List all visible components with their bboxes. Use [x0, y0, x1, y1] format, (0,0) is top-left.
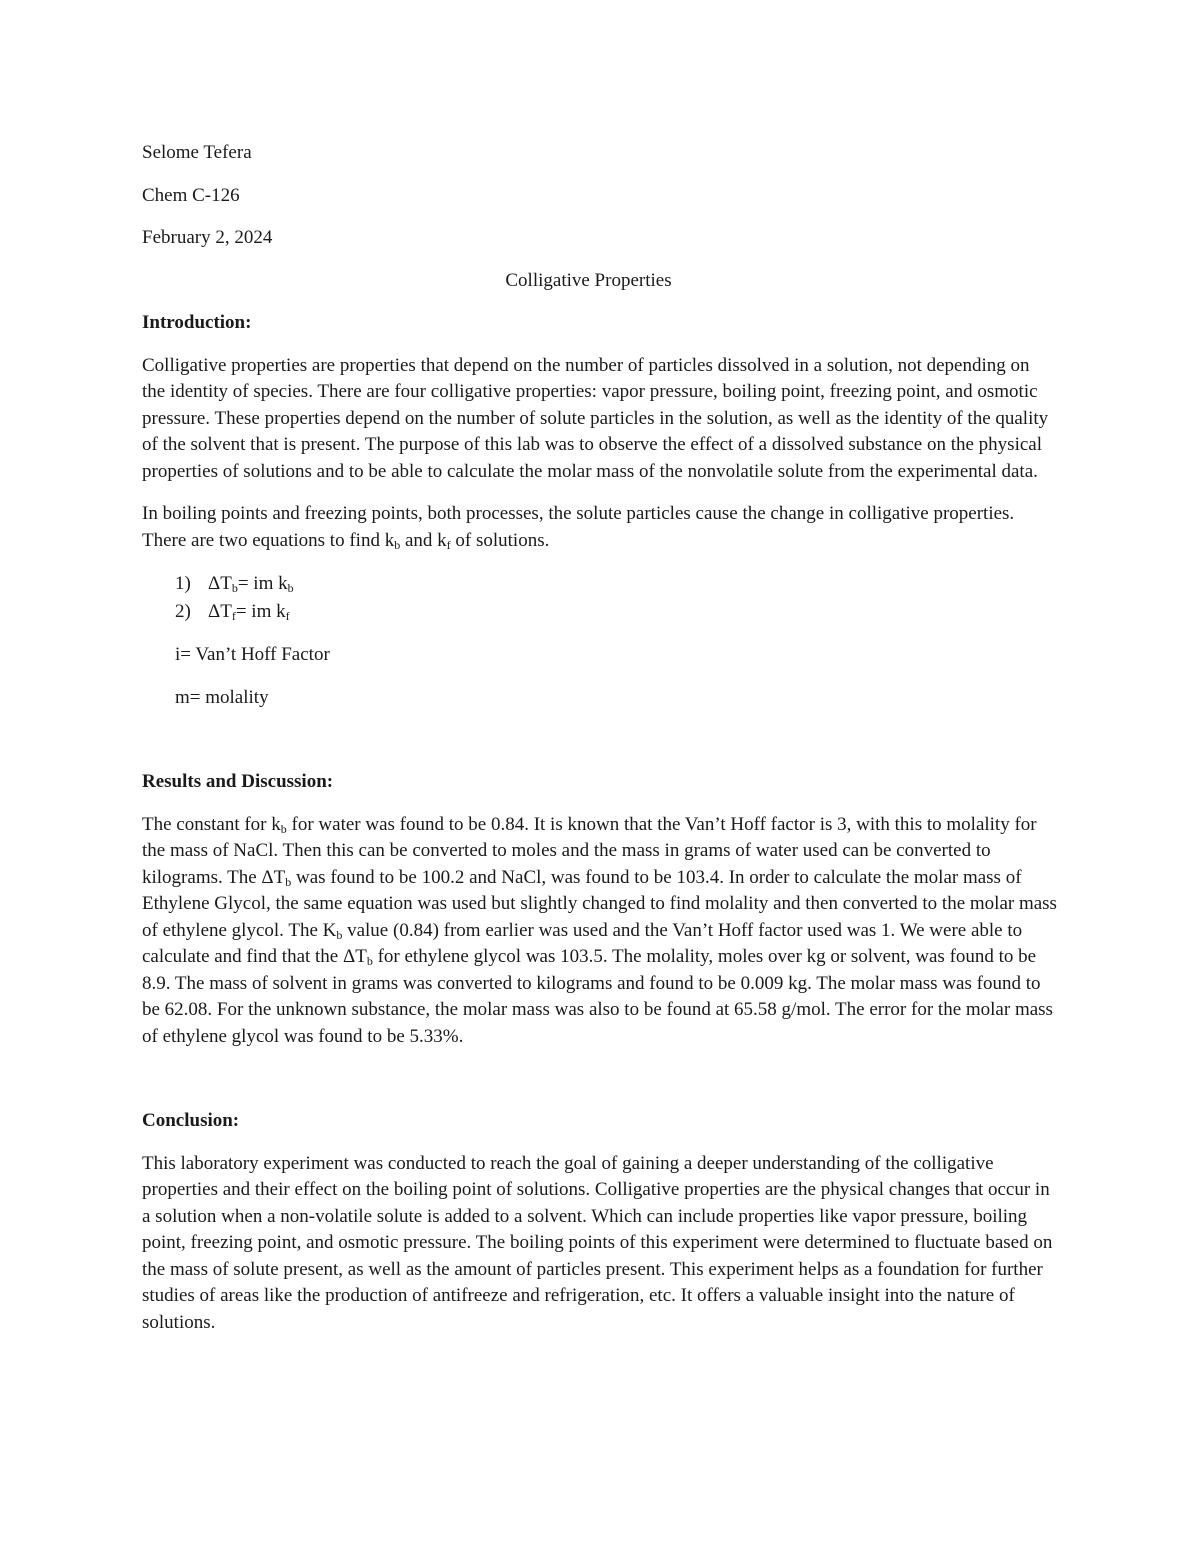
spacer: [142, 727, 1057, 769]
intro-p2-text-2: and k: [400, 529, 447, 551]
results-text-5: for ethylene glycol was 103.5. The molality, moles over kg or solvent, was found to be 8.9. The mass of solvent in grams was converted to kilograms and found to be 0.009 kg. The molar mass was found to be 62.08. For the unknown substance, the molar mass was also to be found at 65.58 g/mol. The error for the molar mass of ethylene glycol was found to be 5.33%.: [142, 946, 1053, 1047]
results-sub-3: b: [336, 927, 343, 942]
introduction-heading: Introduction:: [142, 312, 252, 333]
document-title: Colligative Properties: [505, 269, 672, 291]
document-date: February 2, 2024: [142, 227, 273, 248]
results-paragraph: [142, 812, 1057, 1051]
equation-list: [142, 570, 1057, 626]
equation-rhs: = im k: [237, 573, 288, 594]
intro-p2-text-1: In boiling points and freezing points, both processes, the solute particles cause the change in colligative properties. There are two equations to find k: [142, 503, 1015, 551]
results-text-4: value (0.84) from earlier was used and the Van’t Hoff factor used was 1. We were able to calculate and find that the ΔT: [142, 919, 1023, 967]
equation-sub: f: [231, 609, 236, 623]
equation-number: 2): [175, 601, 191, 622]
results-sub-2: b: [285, 874, 292, 889]
intro-p2-sub-1: b: [394, 537, 401, 552]
introduction-paragraph-1: Colligative properties are properties that depend on the number of particles dissolved in a solution, not depending on the identity of species. There are four colligative properties: vapor pressure, boiling point, freezing point, and osmotic pressure. These properties depend on the number of solute particles in the solution, as well as the identity of the quality of the solvent that is present. The purpose of this lab was to observe the effect of a dissolved substance on the physical properties of solutions and to be able to calculate the molar mass of the nonvolatile solute from the experimental data.: [142, 354, 1049, 482]
results-heading: Results and Discussion:: [142, 771, 334, 792]
equation-sub: b: [231, 581, 238, 595]
document-page: [142, 140, 1057, 1352]
results-text-2: for water was found to be 0.84. It is known that the Van’t Hoff factor is 3, with this to molality for the mass of NaCl. Then this can be converted to moles and the mass in grams of water used can be converted to kilograms. The ΔT: [142, 813, 1037, 888]
intro-p2-sub-2: f: [446, 537, 451, 552]
results-text-3: was found to be 100.2 and NaCl, was found to be 103.4. In order to calculate the molar mass of Ethylene Glycol, the same equation was used but slightly changed to find molality and then converted to the molar mass of ethylene glycol. The K: [142, 866, 1057, 941]
definition-vant-hoff: i= Van’t Hoff Factor: [175, 644, 330, 665]
author-name: Selome Tefera: [142, 142, 252, 163]
equation-sub: b: [287, 581, 294, 595]
equation-number: 1): [175, 573, 191, 594]
equation-rhs: = im k: [235, 601, 286, 622]
course-name: Chem C-126: [142, 184, 240, 206]
results-sub-4: b: [366, 954, 373, 968]
results-sub-1: b: [280, 821, 287, 836]
conclusion-heading: Conclusion:: [142, 1110, 240, 1131]
intro-p2-text-3: of solutions.: [450, 529, 550, 551]
introduction-paragraph-2: [142, 501, 1057, 554]
spacer: [142, 1066, 1057, 1108]
equation-item: [142, 570, 1057, 598]
results-text-1: The constant for k: [142, 813, 281, 835]
definition-molality: m= molality: [175, 686, 269, 708]
equation-item: [142, 598, 1057, 626]
equation-delta-t: ΔT: [208, 573, 232, 594]
conclusion-paragraph: This laboratory experiment was conducted to reach the goal of gaining a deeper understanding of the colligative properties and their effect on the boiling point of solutions. Colligative properties are the physical changes that occur in a solution when a non-volatile solute is added to a solvent. Which can include properties like vapor pressure, boiling point, freezing point, and osmotic pressure. The boiling points of this experiment were determined to fluctuate based on the mass of solute present, as well as the amount of particles present. This experiment helps as a foundation for further studies of areas like the production of antifreeze and refrigeration, etc. It offers a valuable insight into the nature of solutions.: [142, 1152, 1053, 1333]
equation-delta-t: ΔT: [208, 601, 232, 622]
equation-sub: f: [285, 609, 290, 623]
